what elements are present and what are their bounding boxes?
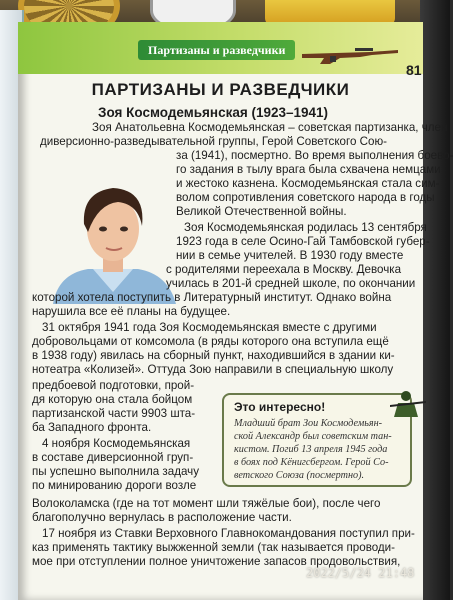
text-line: предбоевой подготовки, прой- — [32, 379, 195, 392]
rifle-icon — [300, 44, 400, 68]
text-line: которой хотела поступить в Литературный институт. Однако война — [32, 291, 392, 304]
info-box-title: Это интересно! — [234, 400, 326, 414]
info-box-line: Младший брат Зои Космодемьян- — [234, 418, 383, 429]
text-line: Зоя Космодемьянская родилась 13 сентября — [184, 221, 427, 234]
text-line: в 1938 году) явилась на сборный пункт, находившийся в здании ки- — [32, 349, 395, 362]
text-line: 31 октября 1941 года Зоя Космодемьянская вместе с другими — [42, 321, 377, 334]
text-line: в составе диверсионной груп- — [32, 451, 194, 464]
page-title: ПАРТИЗАНЫ И РАЗВЕДЧИКИ — [91, 80, 350, 99]
text-line: Зоя Анатольевна Космодемьянская – советская партизанка, член — [92, 121, 448, 134]
text-line: волом сопротивления советского народа в годы — [176, 191, 435, 204]
text-line: дя которую она стала бойцом — [32, 393, 193, 406]
info-box-line: в боях под Кёнигсбергом. Герой Со- — [234, 457, 389, 468]
soldier-icon — [388, 389, 428, 419]
text-line: нарушила все её планы на будущее. — [32, 305, 231, 318]
text-line: нии в семье учителей. В 1930 году вместе — [176, 249, 404, 262]
info-box-line: ской Александр был советским тан- — [234, 431, 392, 442]
text-line: го задания в тылу врага была схвачена немцами — [176, 163, 441, 176]
text-line: по минированию дороги возле — [32, 479, 197, 492]
text-line: Волоколамска (где на тот момент шли тяжёлые бои), после чего — [32, 497, 381, 510]
text-line: и жестоко казнена. Космодемьянская стала сим- — [176, 177, 440, 190]
section-subtitle: Зоя Космодемьянская (1923–1941) — [98, 105, 329, 120]
background-right — [420, 0, 450, 600]
section-tab: Партизаны и разведчики — [138, 40, 295, 60]
text-line: за (1941), посмертно. Во время выполнения боево- — [176, 149, 453, 162]
text-line: ба Западного фронта. — [32, 421, 152, 434]
book-page — [18, 22, 453, 600]
text-line: благополучно вернулась в расположение части. — [32, 511, 292, 524]
info-box-line: кистом. Погиб 13 апреля 1945 года — [234, 444, 388, 455]
text-line: добровольцами от комсомола (в ряды которого она вступила ещё — [32, 335, 389, 348]
info-box-line: ветского Союза (посмертно). — [234, 470, 365, 481]
photo-timestamp: 2022/5/24 21:48 — [306, 566, 415, 580]
text-line: 17 ноября из Ставки Верховного Главнокомандования поступил при- — [42, 527, 415, 540]
text-line: училась в 201-й средней школе, по окончании — [166, 277, 416, 290]
info-box — [222, 393, 412, 487]
text-line: каз применять тактику выжженной земли (так называется проводи- — [32, 541, 396, 554]
text-line: 4 ноября Космодемьянская — [42, 437, 191, 450]
text-line: мое при отступлении полное уничтожение запасов продовольствия, — [32, 555, 401, 568]
text-line: диверсионно-разведывательной группы, Герой Советского Сою- — [40, 135, 387, 148]
text-line: пы успешно выполнила задачу — [32, 465, 199, 478]
portrait-illustration — [48, 174, 178, 304]
text-line: 1923 года в селе Осино-Гай Тамбовской губер- — [176, 235, 430, 248]
text-line: с родителями переехала в Москву. Девочка — [166, 263, 402, 276]
text-line: Великой Отечественной войны. — [176, 205, 347, 218]
text-line: нотеатра «Колизей». Оттуда Зою направили в специальную школу — [32, 363, 394, 376]
page-number: 81 — [406, 62, 422, 78]
text-line: партизанской части 9903 шта- — [32, 407, 196, 420]
